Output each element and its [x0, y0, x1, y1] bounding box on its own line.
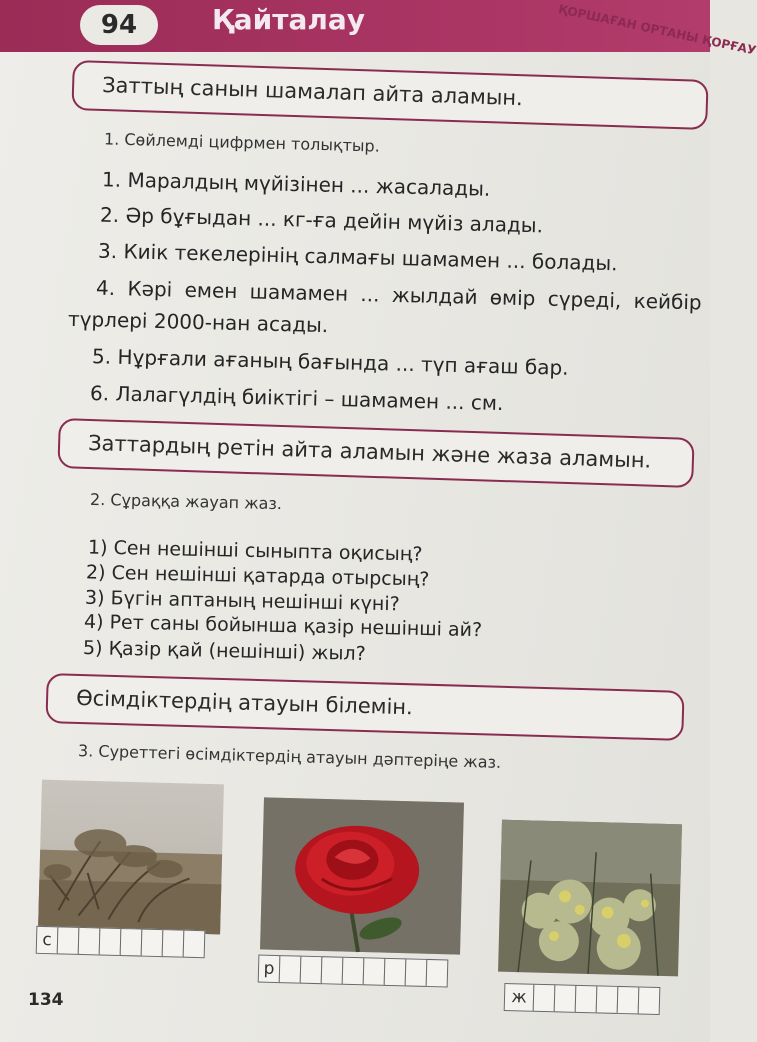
section1-item: 5. Нұрғали ағаның бағында ... түп ағаш бар. [91, 344, 569, 380]
section2-banner-text: Заттардың ретін айта аламын және жаза аламын. [87, 430, 652, 473]
page-number: 134 [28, 990, 64, 1010]
section3-task: 3. Суреттегі өсімдіктердің атауын дәптеріңе жаз. [77, 741, 502, 772]
section3-banner-text: Өсімдіктердің атауын білемін. [75, 685, 414, 720]
section1-item: 1. Маралдың мүйізінен ... жасалады. [101, 167, 491, 201]
wormwood-photo [498, 820, 682, 977]
section2-question: 2) Сен нешінші қатарда отырсың? [85, 561, 430, 591]
letter-box[interactable] [342, 957, 365, 986]
rose-photo [260, 797, 464, 954]
letter-box[interactable] [426, 959, 449, 988]
section1-task: 1. Сөйлемді цифрмен толықтыр. [103, 129, 381, 156]
section3-banner [45, 673, 684, 741]
letter-box[interactable] [384, 958, 407, 987]
hint-letter-box: с [36, 926, 59, 955]
wormwood-answer-boxes[interactable] [504, 983, 660, 1017]
lesson-title: Қайталау [212, 3, 365, 36]
letter-box[interactable] [300, 956, 323, 985]
letter-box[interactable] [617, 986, 640, 1015]
hint-letter-box: ж [504, 983, 535, 1012]
letter-box[interactable] [120, 928, 143, 957]
section2-question: 3) Бүгін аптаның нешінші күні? [84, 586, 400, 616]
letter-box[interactable] [183, 930, 206, 959]
corner-topic-label: ҚОРШАҒАН ОРТАНЫ ҚОРҒАУ [557, 2, 757, 58]
letter-box[interactable] [78, 927, 101, 956]
hint-letter-box: р [258, 955, 281, 984]
section1-banner-text: Заттың санын шамалап айта аламын. [101, 72, 524, 111]
letter-box[interactable] [279, 955, 302, 984]
letter-box[interactable] [363, 957, 386, 986]
lesson-number-badge: 94 [80, 5, 158, 45]
letter-box[interactable] [575, 985, 598, 1014]
letter-box[interactable] [596, 985, 619, 1014]
section1-item: 6. Лалагүлдің биіктігі – шамамен ... см. [89, 380, 504, 416]
saxaul-answer-boxes[interactable] [36, 926, 205, 960]
letter-box[interactable] [141, 929, 164, 958]
letter-box[interactable] [321, 956, 344, 985]
saxaul-photo [38, 780, 224, 935]
section2-question: 1) Сен нешінші сыныпта оқисың? [87, 536, 423, 566]
letter-box[interactable] [162, 929, 185, 958]
letter-box[interactable] [405, 958, 428, 987]
section1-banner [71, 60, 708, 130]
section2-banner [57, 418, 694, 488]
section2-question: 4) Рет саны бойынша қазір нешінші ай? [83, 610, 483, 642]
rose-answer-boxes[interactable] [258, 955, 448, 990]
letter-box[interactable] [638, 986, 661, 1015]
section2-question: 5) Қазір қай (нешінші) жыл? [82, 637, 366, 665]
letter-box[interactable] [554, 984, 577, 1013]
section1-item: түрлері 2000-нан асады. [67, 306, 329, 338]
section2-task: 2. Сұраққа жауап жаз. [89, 489, 283, 514]
section1-item: 3. Киік текелерінің салмағы шамамен ... болады. [97, 238, 618, 276]
section1-item: 2. Әр бұғыдан ... кг-ға дейін мүйіз алады. [99, 202, 544, 238]
letter-box[interactable] [57, 926, 80, 955]
letter-box[interactable] [99, 927, 122, 956]
section1-item: 4. Кәрі емен шамамен ... жылдай өмір сүреді, кейбір [95, 275, 702, 315]
letter-box[interactable] [533, 984, 556, 1013]
